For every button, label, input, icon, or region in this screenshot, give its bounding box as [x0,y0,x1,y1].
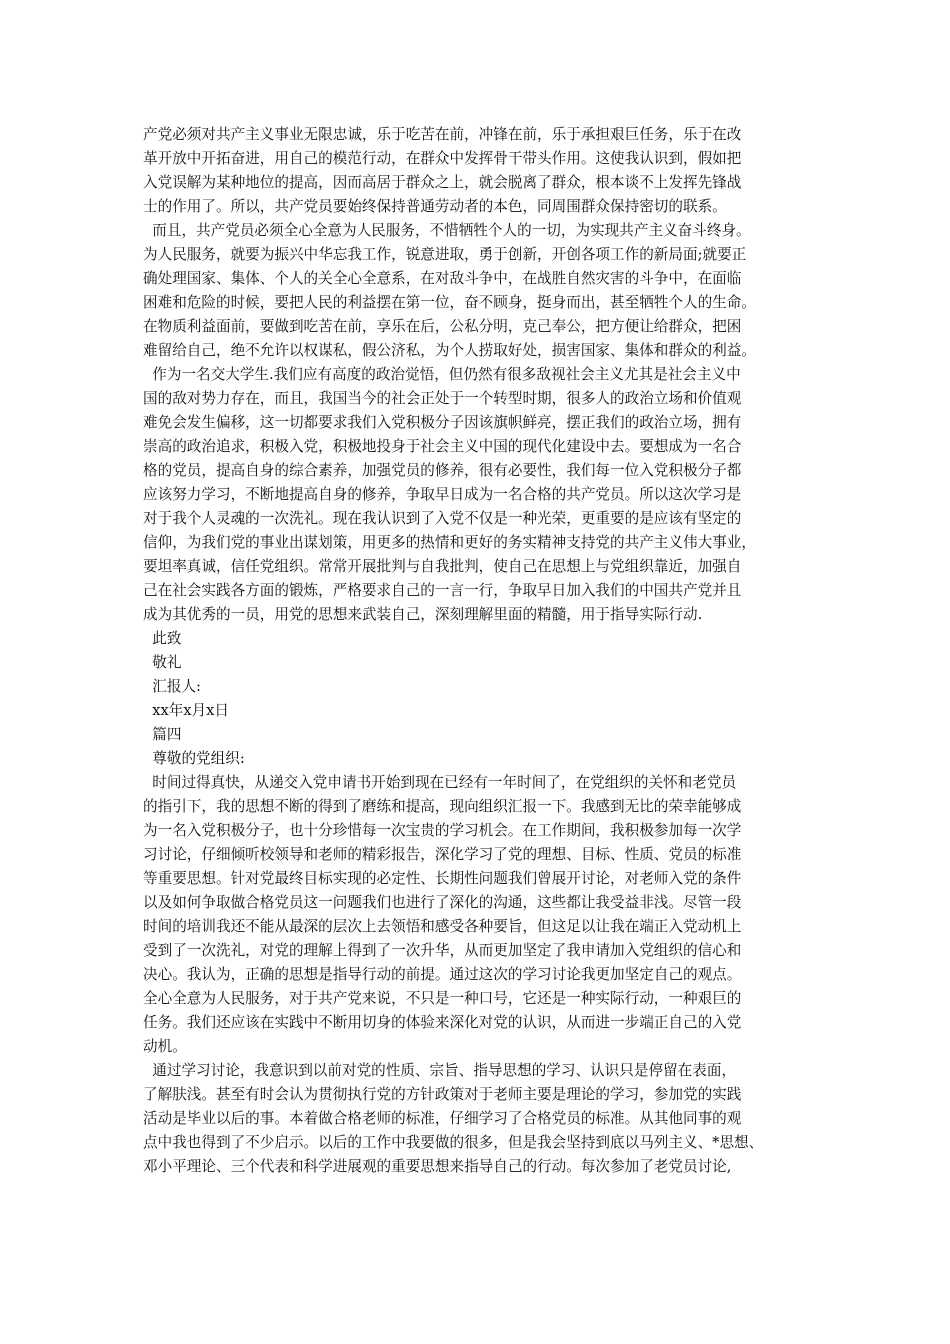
text-line: 点中我也得到了不少启示。以后的工作中我要做的很多，但是我会坚持到底以马列主义、*思想、 [143,1134,764,1151]
text-line: 动机。 [143,1038,187,1055]
text-line: 作为一名交大学生.我们应有高度的政治觉悟，但仍然有很多敌视社会主义尤其是社会主义中 [143,366,741,383]
greeting: 尊敬的党组织: [143,750,245,767]
text-line: 全心全意为人民服务，对于共产党来说，不只是一种口号，它还是一种实际行动，一种艰巨的 [143,990,742,1007]
text-line: 入党误解为某种地位的提高，因而高居于群众之上，就会脱离了群众，根本谈不上发挥先锋战 [143,174,742,191]
text-line: 活动是毕业以后的事。本着做合格老师的标准，仔细学习了合格党员的标准。从其他同事的观 [143,1110,742,1127]
text-line: 困难和危险的时候，要把人民的利益摆在第一位，奋不顾身，挺身而出，甚至牺牲个人的生命。 [143,294,756,311]
text-line: 难留给自己，绝不允许以权谋私，假公济私，为个人捞取好处，损害国家、集体和群众的利益。 [143,342,756,359]
text-line: 难免会发生偏移，这一切都要求我们入党积极分子因该旗帜鲜亮，摆正我们的政治立场，拥有 [143,414,742,431]
text-line: 习讨论，仔细倾听校领导和老师的精彩报告，深化学习了党的理想、目标、性质、党员的标准 [143,846,742,863]
text-line: 时间过得真快，从递交入党申请书开始到现在已经有一年时间了，在党组织的关怀和老党员 [143,774,737,791]
text-line: 信仰，为我们党的事业出谋划策，用更多的热情和更好的务实精神支持党的共产主义伟大事业， [143,534,756,551]
text-line: 革开放中开拓奋进，用自己的模范行动，在群众中发挥骨干带头作用。这使我认识到，假如把 [143,150,742,167]
text-line: 任务。我们还应该在实践中不断用切身的体验来深化对党的认识，从而进一步端正自己的入党 [143,1014,742,1031]
text-line: 成为其优秀的一员，用党的思想来武装自己，深刻理解里面的精髓，用于指导实际行动. [143,606,703,623]
text-line: 要坦率真诚，信任党组织。常常开展批判与自我批判，使自己在思想上与党组织靠近，加强自 [143,558,742,575]
date-line: xx年x月x日 [143,702,229,719]
text-line: 在物质利益面前，要做到吃苦在前，享乐在后，公私分明，克己奉公，把方便让给群众，把困 [143,318,742,335]
text-line: 以及如何争取做合格党员这一问题我们也进行了深化的沟通，这些都让我受益非浅。尽管一段 [143,894,742,911]
text-line: 决心。我认为，正确的思想是指导行动的前提。通过这次的学习讨论我更加坚定自己的观点。 [143,966,742,983]
closing-regards: 敬礼 [143,654,182,671]
reporter-label: 汇报人: [143,678,201,695]
text-line: 时间的培训我还不能从最深的层次上去领悟和感受各种要旨，但这足以让我在端正入党动机上 [143,918,742,935]
text-line: 确处理国家、集体、个人的关全心全意系，在对敌斗争中，在战胜自然灾害的斗争中，在面临 [143,270,742,287]
text-line: 等重要思想。针对党最终目标实现的必定性、长期性问题我们曾展开讨论，对老师入党的条件 [143,870,742,887]
text-line: 为一名入党积极分子，也十分珍惜每一次宝贵的学习机会。在工作期间，我积极参加每一次学 [143,822,742,839]
text-line: 士的作用了。所以，共产党员要始终保持普通劳动者的本色，同周围群众保持密切的联系。 [143,198,727,215]
closing-salutation: 此致 [143,630,182,647]
text-line: 了解肤浅。甚至有时会认为贯彻执行党的方针政策对于老师主要是理论的学习，参加党的实践 [143,1086,742,1103]
text-line: 而且，共产党员必须全心全意为人民服务，不惜牺牲个人的一切，为实现共产主义奋斗终身。 [143,222,751,239]
text-line: 的指引下，我的思想不断的得到了磨练和提高，现向组织汇报一下。我感到无比的荣幸能够成 [143,798,742,815]
text-line: 产党必须对共产主义事业无限忠诚，乐于吃苦在前，冲锋在前，乐于承担艰巨任务，乐于在改 [143,126,742,143]
document-body [143,123,823,1179]
text-line: 己在社会实践各方面的锻炼，严格要求自己的一言一行，争取早日加入我们的中国共产党并且 [143,582,742,599]
text-line: 崇高的政治追求，积极入党，积极地投身于社会主义中国的现代化建设中去。要想成为一名合 [143,438,742,455]
section-heading: 篇四 [143,726,182,743]
text-line: 格的党员，提高自身的综合素养，加强党员的修养，很有必要性，我们每一位入党积极分子都 [143,462,742,479]
text-line: 受到了一次洗礼，对党的理解上得到了一次升华，从而更加坚定了我申请加入党组织的信心和 [143,942,742,959]
text-line: 对于我个人灵魂的一次洗礼。现在我认识到了入党不仅是一种光荣，更重要的是应该有坚定的 [143,510,742,527]
text-line: 应该努力学习，不断地提高自身的修养，争取早日成为一名合格的共产党员。所以这次学习是 [143,486,742,503]
text-line: 邓小平理论、三个代表和科学进展观的重要思想来指导自己的行动。每次参加了老党员讨论, [143,1158,732,1175]
text-line: 为人民服务，就要为振兴中华忘我工作，锐意进取，勇于创新，开创各项工作的新局面;就要正 [143,246,747,263]
text-line: 通过学习讨论，我意识到以前对党的性质、宗旨、指导思想的学习、认识只是停留在表面， [143,1062,737,1079]
text-line: 国的敌对势力存在，而且，我国当今的社会正处于一个转型时期，很多人的政治立场和价值观 [143,390,742,407]
